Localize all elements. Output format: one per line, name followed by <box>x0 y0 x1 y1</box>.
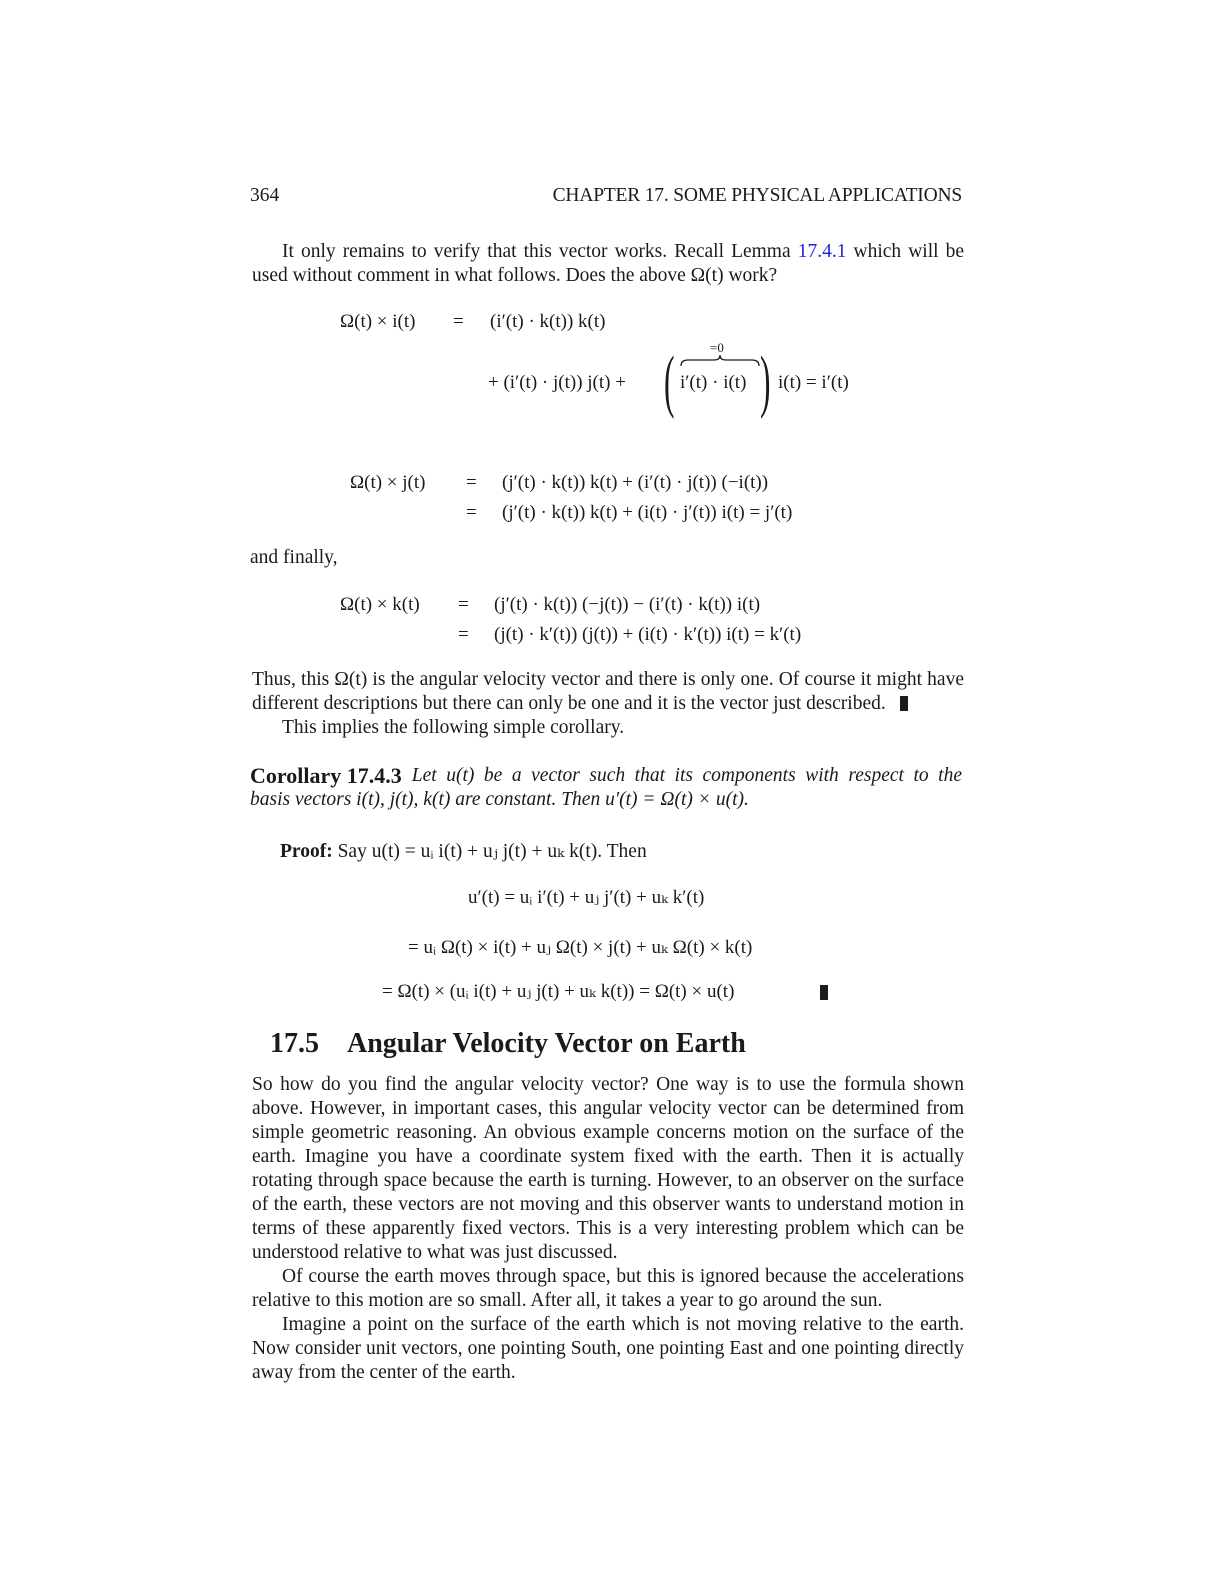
proof-label: Proof: <box>280 841 333 862</box>
p1-line: rotating through space because the earth is turning. However, to an observer on the surface <box>252 1170 964 1191</box>
eq1-lhs: Ω(t) × i(t) <box>340 311 416 332</box>
intro-line-1: It only remains to verify that this vector works. Recall Lemma 17.4.1 which will be <box>282 241 964 262</box>
eq1-inner-term: i′(t) · i(t) <box>680 372 747 393</box>
eq3-equals-1: = <box>458 594 469 615</box>
eq2-equals-1: = <box>466 472 477 493</box>
corollary-label: Corollary 17.4.3 <box>250 763 402 788</box>
proof-eq-1: u′(t) = uᵢ i′(t) + uⱼ j′(t) + uₖ k′(t) <box>468 887 705 908</box>
conclusion-paragraph <box>252 668 964 740</box>
eq3-lhs: Ω(t) × k(t) <box>340 594 420 615</box>
eq3-rhs-2: (j(t) · k′(t)) (j(t)) + (i(t) · k′(t)) i(t) = k′(t) <box>494 624 802 645</box>
overbrace <box>680 354 760 368</box>
p1-line: understood relative to what was just discussed. <box>252 1242 618 1263</box>
eq1-rhs-line2-post: i(t) = i′(t) <box>778 372 849 393</box>
proof-qed-mark <box>820 985 828 1003</box>
p3-line: Now consider unit vectors, one pointing South, one pointing East and one pointing directly <box>252 1338 964 1359</box>
page-number: 364 <box>250 185 280 206</box>
qed-mark <box>900 696 908 711</box>
conclusion-line-3: This implies the following simple corollary. <box>282 717 625 738</box>
p2-line: relative to this motion are so small. After all, it takes a year to go around the sun. <box>252 1290 883 1311</box>
proof-intro: Proof: Say u(t) = uᵢ i(t) + uⱼ j(t) + uₖ k(t). Then <box>280 841 647 862</box>
section-heading <box>270 1028 746 1060</box>
eq2-rhs-2: (j′(t) · k(t)) k(t) + (i(t) · j′(t)) i(t) = j′(t) <box>502 502 793 523</box>
eq2-rhs-1: (j′(t) · k(t)) k(t) + (i′(t) · j(t)) (−i(t)) <box>502 472 769 493</box>
brace-label: =0 <box>710 340 724 355</box>
eq1-rhs-line2-pre: + (i′(t) · j(t)) j(t) + <box>488 372 626 393</box>
conclusion-line-1: Thus, this Ω(t) is the angular velocity vector and there is only one. Of course it might have <box>252 669 964 690</box>
p1-line: of the earth, these vectors are not moving and this observer wants to understand motion in <box>252 1194 964 1215</box>
intro-paragraph <box>252 240 964 288</box>
corollary <box>250 764 962 812</box>
section-number: 17.5 <box>270 1028 319 1059</box>
body-paragraph-1 <box>252 1073 964 1265</box>
big-paren-left: ( <box>664 343 675 420</box>
p1-line: above. However, in important cases, this angular velocity vector can be determined from <box>252 1098 964 1119</box>
section-title: Angular Velocity Vector on Earth <box>347 1028 746 1059</box>
conclusion-line-2: different descriptions but there can only be one and it is the vector just described. <box>252 692 964 716</box>
p1-line: earth. Imagine you have a coordinate system fixed with the earth. Then it is actually <box>252 1146 964 1167</box>
p3-line: away from the center of the earth. <box>252 1362 516 1383</box>
lemma-link[interactable]: 17.4.1 <box>797 241 847 262</box>
corollary-line-2: basis vectors i(t), j(t), k(t) are constant. Then u′(t) = Ω(t) × u(t). <box>250 789 749 810</box>
eq2-equals-2: = <box>466 502 477 523</box>
proof-eq-3: = Ω(t) × (uᵢ i(t) + uⱼ j(t) + uₖ k(t)) = Ω(t) × u(t) <box>382 981 735 1002</box>
proof-eq-2: = uᵢ Ω(t) × i(t) + uⱼ Ω(t) × j(t) + uₖ Ω(t) × k(t) <box>408 937 753 958</box>
eq3-equals-2: = <box>458 624 469 645</box>
body-paragraph-3 <box>252 1313 964 1385</box>
intro-line-2: used without comment in what follows. Does the above Ω(t) work? <box>252 265 778 286</box>
p1-line: terms of these apparently fixed vectors. This is a very interesting problem which can be <box>252 1218 964 1239</box>
chapter-title: CHAPTER 17. SOME PHYSICAL APPLICATIONS <box>552 185 962 206</box>
p2-line: Of course the earth moves through space, but this is ignored because the accelerations <box>282 1266 964 1287</box>
p3-line: Imagine a point on the surface of the earth which is not moving relative to the earth. <box>282 1314 964 1335</box>
p1-line: So how do you find the angular velocity vector? One way is to use the formula shown <box>252 1074 964 1095</box>
and-finally: and finally, <box>250 547 338 568</box>
corollary-line-1: Corollary 17.4.3 Let u(t) be a vector such that its components with respect to the <box>250 763 962 788</box>
big-paren-right: ) <box>760 343 771 420</box>
eq1-rhs-line1: (i′(t) · k(t)) k(t) <box>490 311 606 332</box>
body-paragraph-2 <box>252 1265 964 1313</box>
eq1-equals: = <box>453 311 464 332</box>
p1-line: simple geometric reasoning. An obvious example concerns motion on the surface of the <box>252 1122 964 1143</box>
eq3-rhs-1: (j′(t) · k(t)) (−j(t)) − (i′(t) · k(t)) i(t) <box>494 594 761 615</box>
eq2-lhs: Ω(t) × j(t) <box>350 472 426 493</box>
